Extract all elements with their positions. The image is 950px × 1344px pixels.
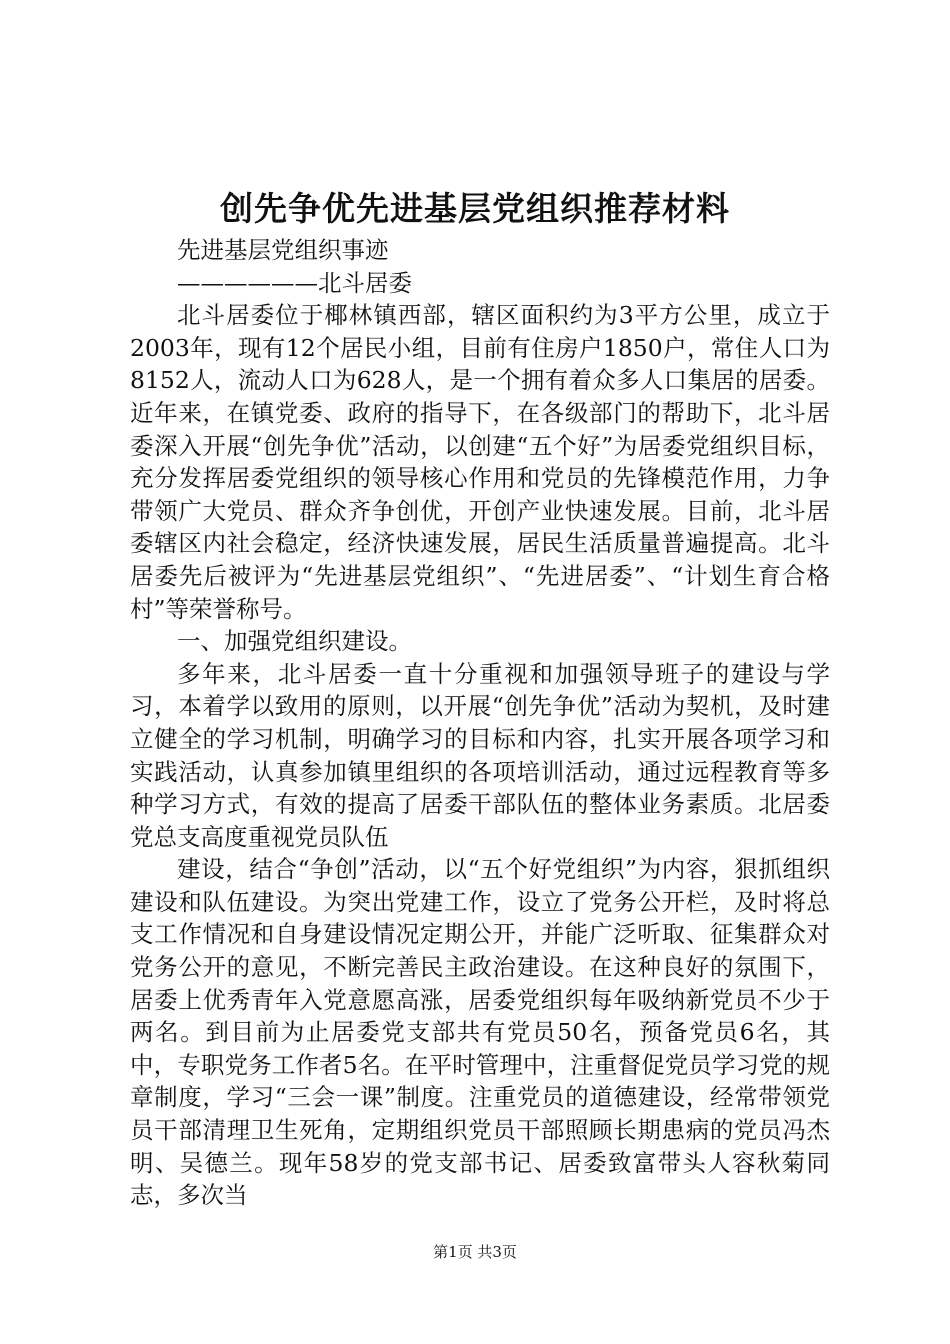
subtitle-line: 先进基层党组织事迹 xyxy=(177,236,389,264)
document-body xyxy=(130,234,830,1212)
page-number-footer: 第1页 共3页 xyxy=(433,1243,517,1261)
section-heading: 一、加强党组织建设。 xyxy=(177,627,412,656)
body-paragraph: 多年来，北斗居委一直十分重视和加强领导班子的建设与学习，本着学以致用的原则，以开展“创先争优”活动为契机，及时建立健全的学习机制，明确学习的目标和内容，扎实开展各项学习和实践活动，认真参加镇里组织的各项培训活动，通过远程教育等多种学习方式，有效的提高了居委干部队伍的整体业务素质。北居委党总支高度重视党员队伍 xyxy=(130,659,830,851)
body-paragraph: 北斗居委位于椰林镇西部，辖区面积约为3平方公里，成立于2003年，现有12个居民小组，目前有住房户1850户，常住人口为8152人，流动人口为628人，是一个拥有着众多人口集居的居委。近年来，在镇党委、政府的指导下，在各级部门的帮助下，北斗居委深入开展“创先争优”活动，以创建“五个好”为居委党组织目标，充分发挥居委党组织的领导核心作用和党员的先锋模范作用，力争带领广大党员、群众齐争创优，开创产业快速发展。目前，北斗居委辖区内社会稳定，经济快速发展，居民生活质量普遍提高。北斗居委先后被评为“先进基层党组织”、“先进居委”、“计划生育合格村”等荣誉称号。 xyxy=(130,301,830,623)
body-paragraph: 建设，结合“争创”活动，以“五个好党组织”为内容，狠抓组织建设和队伍建设。为突出党建工作，设立了党务公开栏，及时将总支工作情况和自身建设情况定期公开，并能广泛听取、征集群众对党务公开的意见，不断完善民主政治建设。在这种良好的氛围下，居委上优秀青年入党意愿高涨，居委党组织每年吸纳新党员不少于两名。到目前为止居委党支部共有党员50名，预备党员6名，其中，专职党务工作者5名。在平时管理中，注重督促党员学习党的规章制度，学习“三会一课”制度。注重党员的道德建设，经常带领党员干部清理卫生死角，定期组织党员干部照顾长期患病的党员冯杰明、吴德兰。现年58岁的党支部书记、居委致富带头人容秋菊同志，多次当 xyxy=(130,855,830,1210)
attribution-line: ——————北斗居委 xyxy=(177,268,412,297)
document-title: 创先争优先进基层党组织推荐材料 xyxy=(220,189,730,228)
